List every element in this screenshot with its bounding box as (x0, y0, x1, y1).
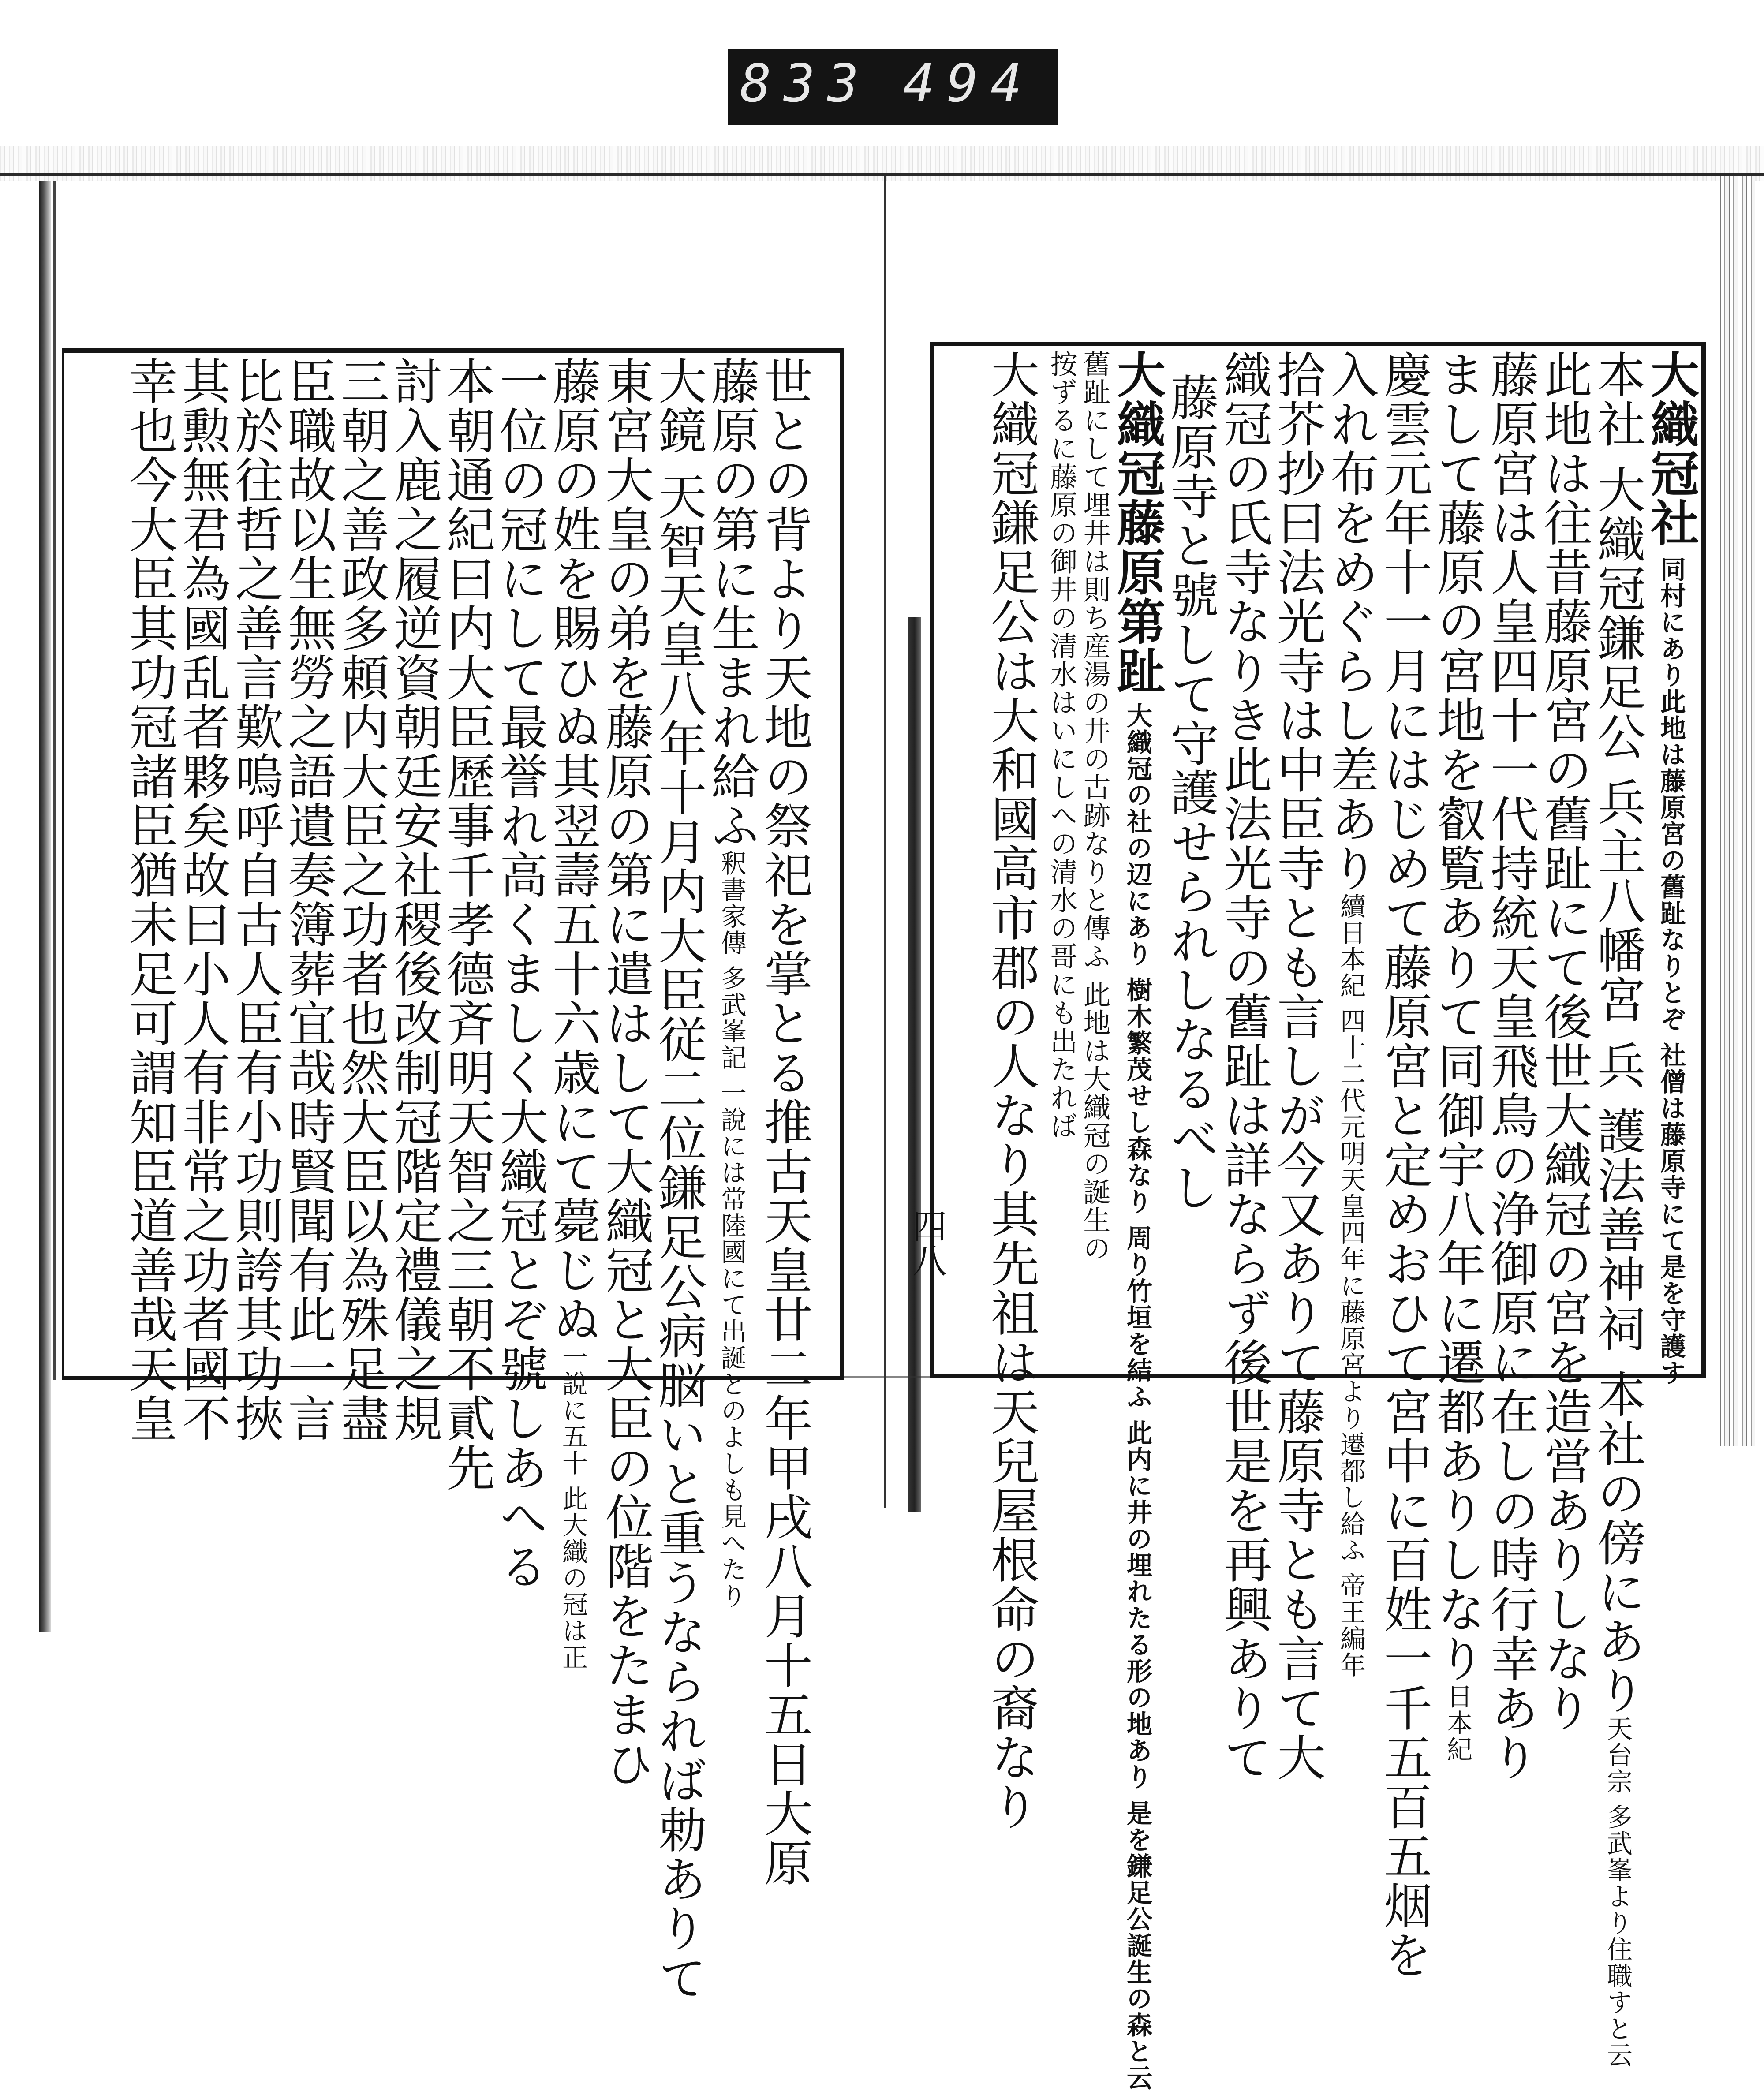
text-column: 幸也今大臣其功冠諸臣猶未足可謂知臣道善哉天皇 (121, 356, 178, 1443)
annotation-text: 續日本紀 四十二代元明天皇四年に藤原宮より遷都し給ふ 帝王編年 (1336, 893, 1366, 1678)
text-column: 一位の冠にして最誉れ高くましく大織冠とぞ號しあへる (492, 356, 548, 1591)
annotation-text: 大織冠の社の辺にあり 樹木繁茂せし森なり 周り竹垣を結ふ 此内に井の埋れたる形の地あり 是を鎌足公誕生の森と云 (1122, 702, 1152, 2091)
text-column: 本朝通紀曰内大臣歷事千孝德斉明天智之三朝不貳先 (439, 356, 495, 1492)
text-column: 織冠の氏寺なりき此法光寺の舊趾は詳ならず後世是を再興ありて (1216, 350, 1272, 1782)
text-column: 其勲無君為國乱者夥矣故曰小人有非常之功者國不 (174, 356, 231, 1443)
text-column: 比於往哲之善言歎嗚呼自古人臣有小功則誇其功挾 (227, 356, 284, 1443)
text-column: 此地は往昔藤原宮の舊趾にて後世大織冠の宮を造営ありしなり (1536, 350, 1592, 1733)
text-column (1323, 350, 1379, 1678)
annotation-text: 同村にあり此地は藤原宮の舊趾なりとぞ 社僧は藤原寺にて是を守護す (1656, 556, 1686, 1386)
column-text: 藤原の姓を賜ひぬ其翌壽五十六歳にて薨じぬ (545, 356, 601, 1344)
text-column: 大鏡 天智天皇八年十月内大臣従二位鎌足公病脳いと重うなられば勅ありて (650, 356, 707, 2002)
top-rule (0, 173, 1764, 176)
column-text: まして藤原の宮地を叡覧ありて同御宇八年に遷都ありしなり (1429, 350, 1486, 1683)
column-text: 大織冠藤原第趾 (1109, 350, 1166, 695)
text-column: 舊趾にして埋井は則ち産湯の井の古跡なりと傳ふ 此地は大織冠の誕生の (1079, 350, 1111, 1262)
text-column: 臣職故以生無勞之語遺奏簿葬宜哉時賢聞有此一言 (280, 356, 336, 1443)
text-column: 世との背より天地の祭祀を掌とる推古天皇廿二年甲戌八月十五日大原 (756, 356, 813, 1887)
annotation-text: 日本紀 (1443, 1683, 1472, 1762)
annotation-text: 釈書家傳 多武峯記 一說には常陸國にて出誕とのよしも見へたり (717, 850, 747, 1609)
column-text: 藤原の第に生まれ給ふ (703, 356, 760, 850)
text-column (545, 356, 601, 1671)
text-column: 討入鹿之履逆資朝廷安社稷後改制冠階定禮儀之規 (386, 356, 442, 1443)
text-column: 藤原宮は人皇四十一代持統天皇飛鳥の浄御原に在しの時行幸あり (1483, 350, 1539, 1782)
catalog-label (728, 49, 1058, 125)
text-column: 三朝之善政多頼内大臣之功者也然大臣以為殊足盡 (333, 356, 389, 1443)
text-column (1589, 350, 1646, 2069)
column-text: 大織冠社 (1643, 350, 1700, 547)
text-column: 東宮大皇の弟を藤原の第に遣はして大織冠と大臣の位階をたまひ (598, 356, 654, 1789)
text-column: 慶雲元年十一月にはじめて藤原宮と定めおひて宮中に百姓一千五百五烟を (1376, 350, 1432, 1979)
annotation-text: 一說に五十 此大織の冠は正 (558, 1344, 588, 1671)
label-right-number: 494 (903, 53, 1035, 114)
text-column (1429, 350, 1486, 1762)
right-page-frame (930, 342, 1706, 2091)
text-column: 按ずるに藤原の御井の清水はいにしへの清水の哥にも出たれば (1046, 350, 1078, 1140)
label-left-number: 833 (740, 53, 871, 114)
column-text: 入れ布をめぐらし差あり (1323, 350, 1379, 893)
annotation-text: 天台宗 多武峯より住職すと云 (1603, 1715, 1633, 2069)
text-column (703, 356, 760, 1609)
text-column: 大織冠鎌足公は大和國高市郡の人なり其先祖は天兒屋根命の裔なり (983, 350, 1039, 1831)
left-binding-line (53, 181, 56, 1380)
folio-number: 四八 (907, 1208, 946, 1277)
left-binding-edge (39, 181, 51, 1632)
text-column (1643, 350, 1700, 1386)
center-spine (884, 176, 886, 1508)
column-text: 本社 大織冠鎌足公 兵主八幡宮 兵 護法善神祠 本社の傍にあり (1589, 350, 1646, 1715)
right-page-stack (1720, 176, 1755, 1446)
text-column (1109, 350, 1166, 2091)
left-page-frame (62, 348, 844, 2002)
text-column: 藤原寺と號して守護せられしなるべし (1162, 373, 1219, 1212)
text-column: 拾芥抄曰法光寺は中臣寺とも言しが今又ありて藤原寺とも言て大 (1269, 350, 1326, 1782)
